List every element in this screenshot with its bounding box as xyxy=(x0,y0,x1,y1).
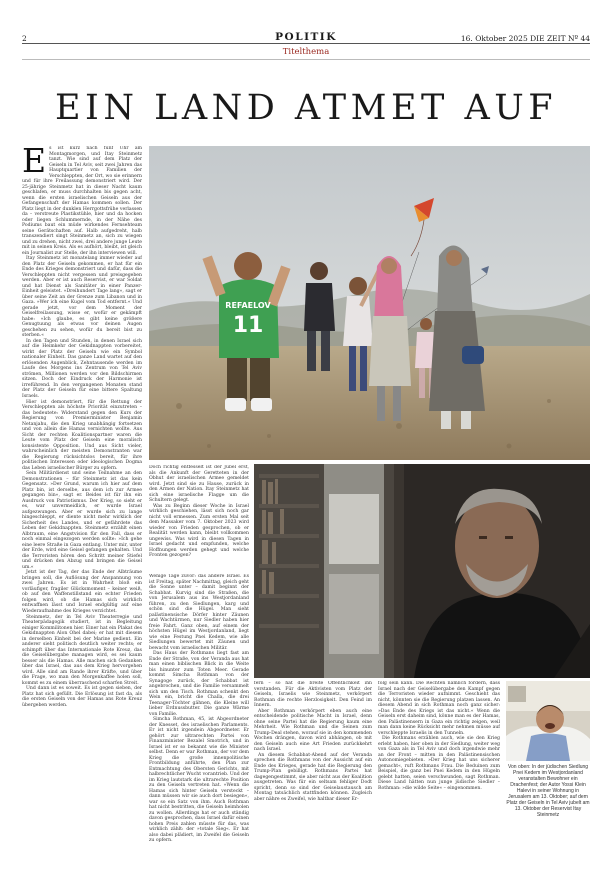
paragraph: folg sein kann. Die Rechten nämlich fordern, dass Israel nach der Geiselübergabe den Kampf gegen die Terroristen wieder aufnimmt. Geschieht das nicht, könnten sie die Regierung platzen lassen. An diesem Abend in sich Rothman noch ganz sicher: »Das Ende des Kriegs ist das nicht.« Wenn die Geiseln erst daheim sind, könne man es der Hamas, den Palästinensern in Gaza ein richtig zeigen, weil man dann keine Rücksicht mehr nehmen müsse auf verschleppte Israelis in den Tunneln. xyxy=(378,681,500,736)
dropcap: E xyxy=(22,146,47,180)
section-title: POLITIK xyxy=(275,31,337,43)
paragraph: Simcha Rothman, 45, ist Abgeordneter der Knesset, des israelischen Parlaments. Er ist nicht irgendein Abgeordneter. Er gehört zur ultrarechten Partei von Finanzminister Bezalel Smotrich, und in Israel ist er so bekannt wie die Minister selbst. Denn er war Rothman, der vor dem Krieg die große innenpolitische Frontbildung anführte, den Plan zur Entmachtung des Obersten Gerichts, mit halbrechtlicher Wucht vorantrieb. Und der im Krieg lautstark die ultrarechte Position zu den Geiseln vertreten hat. »Wenn die Hamas sich hinter Geiseln versteckt – dann müssen wir sie auch dort besiegen«, war so ein Satz von ihm. Auch Rothman hat nicht bestritten, die Geiseln heimholen zu wollen. Allerdings hat er auch ständig davon gesprochen, dass Israel dafür einen hohen Preis zahlen müsste für das, was wirklich zählt: der »totale Sieg«. Er hat also dabei plädiert, im Zweifel die Geiseln zu opfern. xyxy=(149,717,249,844)
paragraph: fern – so hat die breite Öffentlichkeit ihn verstanden. Für die Aktivisten vom Platz der Geiseln, Israelis wie Steinmetz, verkörpert Rothman die rechte Herzlosigkeit. Den Feind im Innern. xyxy=(254,681,372,708)
subsection-label: Titelthema xyxy=(282,47,330,57)
paragraph: Steinmetz, der in Tel Aviv Theaterregie und Theaterpädagogik studiert, ist in Begleitung einiger Kommilitonen hier. Einer hat ein Plakat des Gekidnappten Alon Ohel dabei; er hat mit diesem in derselben Einheit bei der Marine gedient. Ein anderer sieht politisch deutlich weiter rechts; er schimpft über das Internationale Rote Kreuz, das die Geiselübergabe managen wird, es sei kaum besser als die Hamas. Alle machen sich Gedanken über das Israel, das aus dem Krieg hervorgehen wird. Alle sind am Rande ihrer Kräfte, und über die Frage, wo man den Morgenkaffee holen soll, kommt es zu einem überraschend scharfen Streit. xyxy=(22,614,142,686)
paragraph: Wenige Tage zuvor: das andere Israel. Es ist Freitag, später Nachmittag, gleich geht die Sonne unter – damit beginnt der Schabbat. Kurvig sind die Straßen, die von Jerusalem aus ins Westjordanland führen, zu den Siedlungen, karg und schön sind die Hügel. Man sieht palästinensische Dörfer hinter Zäunen und Wachtürmen, nur Siedler haben hier freie Fahrt. Ganz oben, auf einem der höchsten Hügel im Westjordanland, liegt wie eine Festung Pnei Kedem, wie alle Siedlungen bewertet mit Zäunen und bewacht vom israelischen Militär. xyxy=(149,574,249,651)
paragraph: Was zu Beginn dieser Woche in Israel wirklich geschiehen, lässt sich noch gar nicht voll ermessen. Zum ersten Mal seit dem Massaker vom 7. Oktober 2023 wird wieder von Frieden gesprochen, ob er Realität werden kann, bleibt vollkommen ungewiss. Was wird in diesen Tagen in Israel gedacht und empfunden, welche Hoffnungen werden gehegt und welche Fronten gezogen? xyxy=(149,503,249,559)
page-number: 2 xyxy=(22,34,27,43)
article-column-3 xyxy=(254,681,372,870)
paragraph: Sein Militärdienst und seine Teilnahme an den Demonstrationen – für Steinmetz ist das kein Gegensatz. »Der Grund, warum ich hier auf dem Platz bin, ist derselbe, aus dem ich zur Armee gegangen bin«, sagt er. Beides ist für ihn ein Ausdruck von Patriotismus. Der Krieg, so sieht er es, war unvermeidlich, er wurde Israel aufgezwungen. Aber er wurde sich zu lange hingeschleppt, er diente nicht mehr wirklich der Sicherheit des Landes, und er gefährdete das Leben der Gekidnappten. Steinmetz erzählt einen Albtraum, eine Angstvision für den Fall, dass er noch einmal eingezogen werden sollte: »Ich gehe eine leere Straße in Gaza entlang. Unter mir, unter der Erde, wird eine Geisel gefangen gehalten. Und die Terroristen hören den Schritt meiner Stiefel und drücken den Abzug und bringen die Geisel um.« xyxy=(22,471,142,570)
article-column-2 xyxy=(149,574,249,870)
paragraph: Doch richtig entfesselt ist der Jubel erst, als die Ankunft der Geretteten in der Obhut der israelischen Armee gemeldet wird. Jetzt sind sie zu Hause, zurück in den Armen der Nation. Itay Steinmetz hat sich eine israelische Flagge um die Schultern gelegt. xyxy=(149,465,249,503)
paragraph: Jetzt ist der Tag, der das Ende der Albträume bringen soll, die Auflösung der Anspannung von zwei Jahren. Es ist in Wahrheit bloß ein vorläufiger, fragiler Glücksmoment – keiner weiß, ob auf den Waffenstillstand ein echter Frieden folgen wird, ob die Hamas sich wirklich entwaffnen lässt und Israel endgültig auf eine Wiederaufnahme des Krieges verzichtet. xyxy=(22,570,142,614)
header-rule xyxy=(22,43,590,44)
jersey-name: REFAELOV xyxy=(225,301,271,310)
paragraph: Das Haus der Rothmans liegt fast am Ende der Straße, von der Veranda aus hat man einen biblischen Blick in die Weite bis hinunter zum Toten Meer. Gerade kommt Simcha Rothman von der Synagoge zurück, der Schabbat ist angebrochen, und die Familie versammelt sich um den Tisch. Rothman schenkt den Wein ein, bricht die Challa, die drei Teenager-Töchter gähnen, die Kleine will lieber Erdnussbutter. Die ganze Wärme von Familie. xyxy=(149,651,249,717)
photo-portrait xyxy=(254,464,590,678)
paragraph: In den Tagen und Stunden, in denen Israel sich auf die Heimkehr der Gekidnappten vorbereitet, wirkt der Platz der Geiseln wie ein Symbol nationaler Einheit. Das ganze Land wartet auf den erlösenden Augenblick, Zehntausende werden im Laufe des Morgens ins Zentrum von Tel Aviv strömen, Millionen werden vor den Bildschirmen sitzen. Doch der Eindruck der Harmonie ist irreführend. In den vergangenen Monaten stand der Platz der Geiseln für eine bittere Spaltung Israels. xyxy=(22,338,142,399)
paragraph: An diesem Schabbat-Abend auf der Veranda sprechen die Rothmans von der Aussicht auf ein Ende des Krieges, gerade hat die Regierung den Trump-Plan gebilligt. Rothmans Partei hat dagegengestimmt, sie aber nicht aus der Koalition ausgetreten. Was für ein seltsam fehliger Dodt spricht, denn so sind der Geiselaustausch am Montag tatsächlich stattfinden können. Zugleich aber nähre es Zweifel, wie haltbar dieser Er- xyxy=(254,752,372,802)
photo-reservist xyxy=(506,681,590,761)
article-column-4 xyxy=(378,681,500,870)
paragraph: Aber Rothman verkörpert eben auch eine entscheidende politische Macht in Israel, denn ohne seine Partei hat die Regierung kaum eine Mehrheit. Wie Rothman und die Seinen zum Trump-Deal stehen, worauf sie in den kommenden Wochen drängen, davon wird abhängen, ob mit den Geiseln auch eine Art Frieden zurückkehrt nach Israel. xyxy=(254,708,372,753)
photo-caption: Von oben: In der jüdischen Siedlung Pnei Kedem im Westjordanland veranstalten Bewohner ein Drachenfest; der Autor Yossi Klein Halevi in seiner Wohnung in Jerusalem am 13. Oktober; auf dem Platz der Geiseln in Tel Aviv jubelt am 13. Oktober der Reservist Itay Steinmetz xyxy=(506,764,590,818)
paragraph: Hier ist demonstriert, für die Rettung der Verschleppten als höchste Priorität einzutreten – das bedeutete: Widerstand gegen den Kurs der Regierung von Premierminister Benjamin Netanjahu, die den Krieg unabhängig fortsetzen und von allein die Hamas vernichten wollte. Aus Sicht der rechten Koalitionspartner waren die Leute vom Platz der Geiseln eine moralisch konsistente Opposition. Und aus Sicht vieler, wahrscheinlich der meisten Demonstranten war die Regierung rücksichtslos bereit, für ihre politischen Interessen oder ideologischen Dogma das Leben israelischer Bürger zu opfern. xyxy=(22,399,142,471)
article-column-2-top xyxy=(149,465,249,569)
paragraph: s ist kurz nach fünf Uhr am Montagmorgen, und Itay Steinmetz tanzt. Wie sind auf dem Platz der Geiseln in Tel Aviv, seit zwei Jahren das Hauptquartier von Familien der Verschleppten, der Ort, wo sie erinnern und für ihre Freilassung demonstriert wird. Der 25-jährige Steinmetz hat in dieser Nacht kaum geschlafen, er muss durchhalten bis gegen acht, wenn die ersten israelischen Geiseln aus der Gefangenschaft der Hamas kommen sollen. Der Platz liegt in der dunklen Herrgottsfrühe verlassen da – verstreute Plastikstühle, hier und da hocken oder liegen Schlummernde, in der Nähe des Podiums baut ein müde wirkendes Fernsehteam seine Gerätschaften auf. Halb aufgedreht, halb transzendiert singt Steinmetz an, sich zu wiegen und zu drehen, nicht zwei, drei andere junge Leute mit in seinen Kreis. Als es aufhört, bleibt, ist gleich ein Journalist zur Stelle, der ihn interviewen will. xyxy=(22,146,142,256)
headline: EIN LAND ATMET AUF xyxy=(54,88,558,128)
paragraph: Itay Steinmetz ist monatelang immer wieder auf den Platz der Geiseln gekommen, er hat für ein Ende des Krieges demonstriert und dafür, dass die Verschleppten nicht vergessen und preisgegeben werden. Aber er ist auch Reservist, er war Soldat und hat Dienst als Sanitäter in einer Panzer-Einheit geleistet. »Dreihundert Tage lang«, sagt er über seine Zeit an der Grenze zum Libanon und in Gaza. »Wer ich eine Kugel vom Tod entfernt.« Und gerade jetzt, vor dem Moment der Geiselfreilassung, wisse er, wofür er gekämpft habe: »Ich glaube, es gibt keine größere Genugtuung als etwas vor deinen Augen geschehen zu sehen, wofür du bereit bist zu sterben.« xyxy=(22,256,142,339)
header-rule-lower xyxy=(22,59,590,60)
paragraph: Die Rothmans erzählen auch, wie sie den Krieg erlebt haben, hier oben in der Siedlung, weiter weg von Gaza als in Tel Aviv und doch irgendwie mehr an der Front – mitten in den Palästinensischen Autonomiegebieten. »Der Krieg hat uns sicherer gemacht«, ruft Rothmans Frau. Die Beduinen zum Beispiel, die ganz bei Pnei Kedem in den Hügeln gelebt hatten, seien verschwunden, sagt Rothman. Diese Land hätten nun junge jüdische Siedler – Rothman: »die wilde Seite« – eingenommen. xyxy=(378,736,500,791)
jersey-number: 11 xyxy=(232,313,264,338)
article-column-1 xyxy=(22,146,142,870)
issue-date: 16. Oktober 2025 DIE ZEIT Nº 44 xyxy=(460,34,590,43)
paragraph: Und dann ist es soweit. Es ist gegen sieben, der Platz hat sich gefüllt. Die Erlösung ist fast da, als die ersten Geiseln von der Hamas ans Rote Kreuz übergeben werden. xyxy=(22,686,142,708)
photo-kite-festival xyxy=(149,146,590,460)
